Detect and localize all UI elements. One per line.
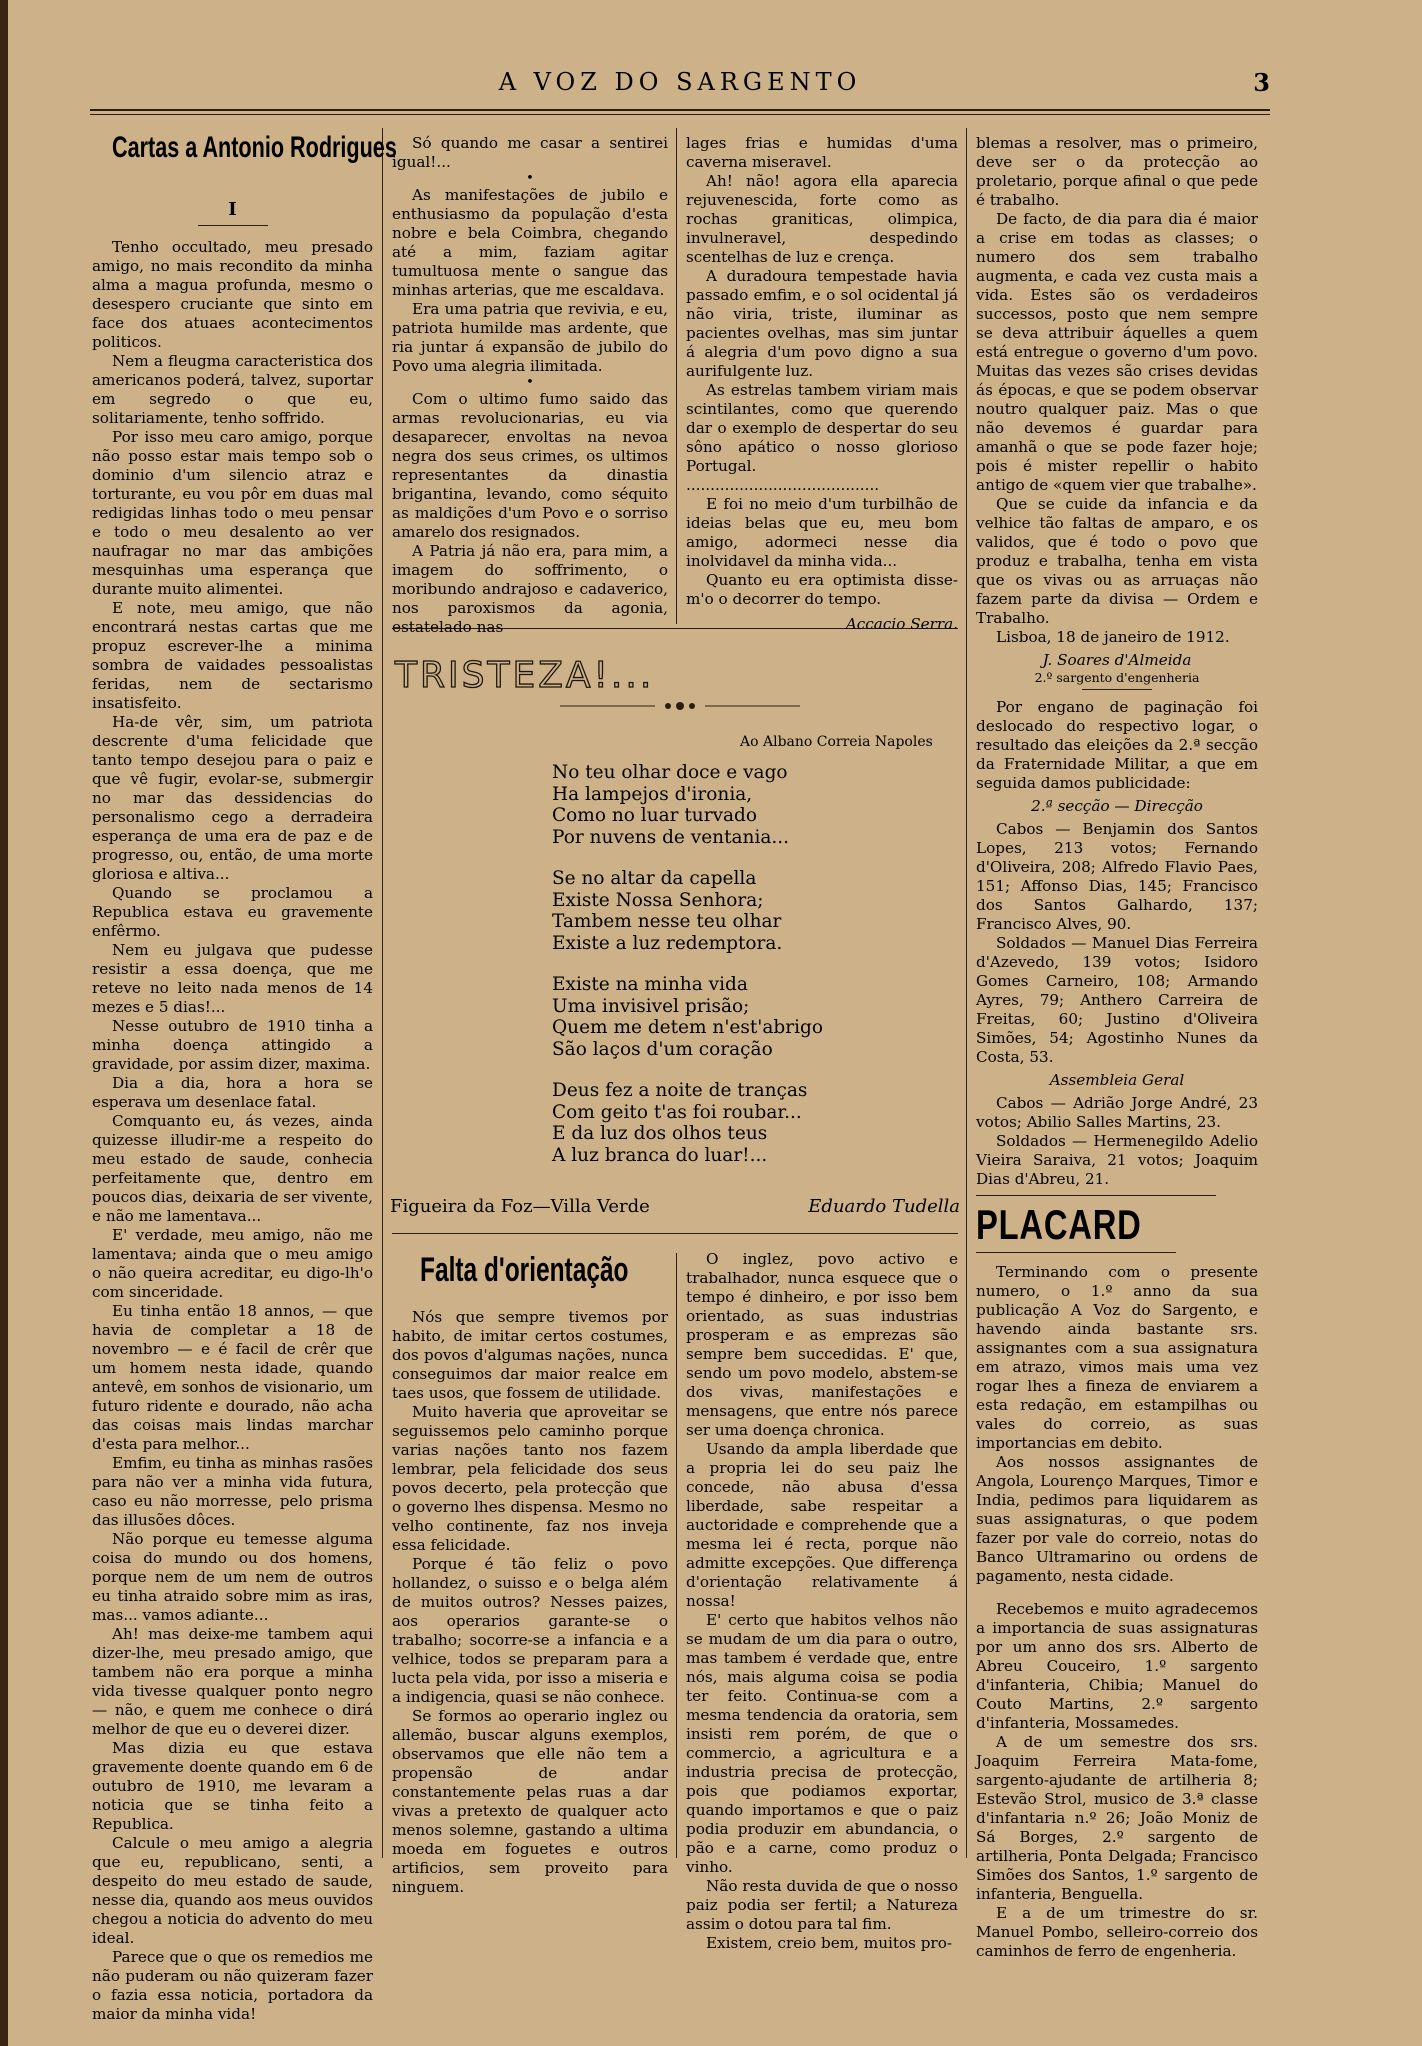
paragraph: Existem, creio bem, muitos pro- bbox=[706, 1934, 952, 1952]
placard-body bbox=[976, 1263, 1258, 1961]
paragraph: Porque é tão feliz o povo hollandez, o suisso e o belga além de muitos outros? Nesses paizes, aos operarios garante-se o trabalho; socorre-se a infancia e a velhice, todos se preparam para a lucta pela vida, por isso a miseria e a indigencia, quasi se não conhece. bbox=[392, 1555, 668, 1706]
poem-line: Tambem nesse teu olhar bbox=[552, 911, 782, 932]
cartas-column bbox=[92, 130, 397, 2023]
poem-line: Por nuvens de ventania... bbox=[552, 826, 790, 848]
poem-line: Quem me detem n'est'abrigo bbox=[552, 1017, 823, 1038]
poem-line: Se no altar da capella bbox=[552, 868, 757, 889]
column-divider bbox=[676, 1253, 677, 1858]
paragraph: E foi no meio d'um turbilhão de ideias belas que eu, meu bom amigo, adormeci nesse dia inolvidavel da minha vida... bbox=[686, 495, 958, 570]
right-column bbox=[976, 134, 1258, 1960]
section-rule bbox=[976, 1252, 1176, 1253]
paragraph: Ha-de vêr, sim, um patriota descrente d'uma felicidade que tanto tempo desejou para o paiz e que vê fugir, evolar-se, submergir no mar das dessidencias do personalismo cego a derradeira esperança de uma era de paz e de progresso, ou, então, de uma morte gloriosa e altiva... bbox=[92, 713, 373, 883]
falta-column-b bbox=[686, 1250, 958, 1952]
poem-line: No teu olhar doce e vago bbox=[552, 762, 788, 783]
paragraph: Eu tinha então 18 annos, — que havia de completar a 18 de novembro — e é facil de crêr que um homem nesta idade, quando antevê, em sonhos de visionario, um futuro ridente e dourado, não acha das coisas mais lindas marchar d'esta para melhor... bbox=[92, 1302, 373, 1453]
paragraph: E' certo que habitos velhos não se mudam de um dia para o outro, mas tambem é verdade que, entre nós, mais alguma coisa se podia ter feito. Continua-se com a mesma tendencia da oratoria, sem insisti rem porém, de que o commercio, a agricultura e a industria precisa de protecção, pois que podiamos exportar, quando importamos e que o paiz podia produzir em abundancia, o pão e a carne, como produz o vinho. bbox=[686, 1611, 958, 1876]
page-header bbox=[90, 66, 1270, 106]
article-body bbox=[92, 238, 373, 2024]
paragraph: Que se cuide da infancia e da velhice tão faltas de amparo, e os validos, que é todo o povo que produz e trabalha, tenha em vista que os vivas ou as arruaças não fazem parte da divisa — Ordem e Trabalho. bbox=[976, 495, 1258, 627]
article-body bbox=[976, 134, 1258, 647]
paragraph: A de um semestre dos srs. Joaquim Ferreira Mata-fome, sargento-ajudante de artilheria 8; Estevão Strol, musico de 3.ª classe d'infantaria n.º 26; João Moniz de Sá Borges, 2.º sargento de artilheria, Ponta Delgada; Francisco Simões dos Santos, 1.º sargento de infanteria, Benguella. bbox=[976, 1733, 1258, 1903]
fraternidade-heading: 2.ª secção — Direcção bbox=[1031, 797, 1203, 815]
poem-title: TRISTEZA!... bbox=[395, 655, 655, 696]
poem-line: Uma invisivel prisão; bbox=[552, 995, 750, 1017]
paragraph: Dia a dia, hora a hora se esperava um desenlace fatal. bbox=[92, 1074, 373, 1111]
article-title: Falta d'orientação bbox=[420, 1251, 629, 1289]
masthead: A VOZ DO SARGENTO bbox=[498, 68, 862, 96]
paragraph: Não porque eu temesse alguma coisa do mundo ou dos homens, porque nem de um nem de outros eu tinha atraido sobre mim as iras, mas... vamos adiante... bbox=[92, 1530, 373, 1624]
paragraph: Nem a fleugma caracteristica dos americanos poderá, talvez, suportar em segredo o que eu, solitariamente, tenho soffrido. bbox=[92, 352, 373, 427]
article-body bbox=[686, 1250, 958, 1953]
cartas-continued-column bbox=[686, 134, 958, 633]
paragraph: Lisboa, 18 de janeiro de 1912. bbox=[996, 628, 1230, 646]
paragraph: Tenho occultado, meu presado amigo, no mais recondito da minha alma a magua profunda, mesmo o desespero cruciante que sinto em face dos atuaes acontecimentos politicos. bbox=[92, 238, 373, 351]
paragraph: lages frias e humidas d'uma caverna miseravel. bbox=[686, 134, 958, 171]
paragraph: De facto, de dia para dia é maior a crise em todas as classes; o numero dos sem trabalho augmenta, e cada vez custa mais a vida. Estes são os verdadeiros successos, posto que nem sempre se deva attribuir áquelles a quem está entregue o governo d'um povo. Muitas das vezes são crises devidas ás épocas, e que se podem observar noutro qualquer paiz. Mas o que não devemos é guardar para amanhã o que se pode fazer hoje; pois é mister repellir o habito antigo de «quem vier que trabalhe». bbox=[976, 210, 1258, 494]
article-author-role: 2.º sargento d'engenheria bbox=[1034, 670, 1200, 685]
paragraph: Com o ultimo fumo saido das armas revolucionarias, eu via desaparecer, envoltas na nevoa negra dos seus crimes, os ultimos representantes da dinastia brigantina, levando, como séquito as maldições d'um Povo e o sorriso amarelo dos resignados. bbox=[392, 390, 668, 541]
paragraph: O inglez, povo activo e trabalhador, nunca esquece que o tempo é dinheiro, e por isso bem orientado, as suas industrias prosperam e as emprezas são sempre bem succedidas. E' que, sendo um povo modelo, abstem-se dos vivas, manifestações e mensagens, que entre nós parece ser uma doença chronica. bbox=[686, 1250, 958, 1439]
article-signature: Accacio Serra. bbox=[845, 615, 958, 633]
section-rule bbox=[392, 1233, 958, 1234]
poem-line: São laços d'um coração bbox=[552, 1038, 773, 1060]
paragraph: Por isso meu caro amigo, porque não posso estar mais tempo sob o dominio d'um silencio atraz e torturante, eu vou pôr em duas mal redigidas linhas todo o meu pensar e todo o meu desalento ao ver naufragar no mar das ambições mesquinhas uma esperança que durante muito alimentei. bbox=[92, 428, 373, 598]
article-body bbox=[392, 134, 668, 637]
paragraph: A duradoura tempestade havia passado emfim, e o sol ocidental já não viria, triste, iluminar as pacientes ovelhas, mas sim juntar á alegria d'um povo digno a sua aurifulgente luz. bbox=[686, 267, 958, 380]
fraternidade-results bbox=[976, 820, 1258, 1067]
paragraph: Quando se proclamou a Republica estava eu gravemente enfêrmo. bbox=[92, 884, 373, 940]
paragraph: Comquanto eu, ás vezes, ainda quizesse illudir-me a respeito do meu estado de saude, conhecia perfeitamente que, dentro em poucos dias, deixaria de ser vivente, e não me lamentava... bbox=[92, 1112, 373, 1225]
poem-body bbox=[552, 762, 952, 1186]
assembleia-heading: Assembleia Geral bbox=[1049, 1071, 1185, 1089]
paragraph: Nem eu julgava que pudesse resistir a essa doença, que me reteve no leito nada menos de 14 mezes e 5 dias!... bbox=[92, 941, 373, 1016]
paragraph: Recebemos e muito agradecemos a importancia de suas assignaturas por um anno dos srs. Alberto de Abreu Couceiro, 1.º sargento d'infanteria, Chibia; Manuel do Couto Martins, 2.º sargento d'infanteria, Mossamedes. bbox=[976, 1600, 1258, 1732]
section-numeral: I bbox=[228, 199, 237, 220]
article-body bbox=[392, 1308, 668, 1897]
paragraph: Muito haveria que aproveitar se seguissemos pelo caminho porque varias nações tanto nos fazem lembrar, pela felicidade dos seus povos decerto, pela protecção que o governo lhes dispensa. Mesmo no velho continente, faz nos inveja essa felicidade. bbox=[392, 1403, 668, 1554]
falta-column-a bbox=[392, 1248, 668, 1896]
poem-line: Com geito t'as foi roubar... bbox=[552, 1101, 802, 1123]
poem-line: Existe na minha vida bbox=[552, 974, 748, 995]
separator-mark: • bbox=[526, 171, 534, 186]
paragraph: Nesse outubro de 1910 tinha a minha doença attingido a gravidade, por assim dizer, maxima. bbox=[92, 1017, 373, 1073]
poem-line: Ha lampejos d'ironia, bbox=[552, 783, 753, 805]
paragraph: Parece que o que os remedios me não puderam ou não quizeram fazer o fazia essa noticia, portadora da maior da minha vida! bbox=[92, 1948, 373, 2023]
poem-line: Deus fez a noite de tranças bbox=[552, 1080, 808, 1101]
placard-title: PLACARD bbox=[976, 1201, 1142, 1248]
poem-line: Existe a luz redemptora. bbox=[552, 932, 783, 954]
paragraph: Se formos ao operario inglez ou allemão, buscar alguns exemplos, observamos que elle não tem a propensão de andar constantemente pelas ruas a dar vivas a pretexto de qualquer acto menos solemne, gastando a ultima moeda em foguetes e outros artificios, sem proveito para ninguem. bbox=[392, 1707, 668, 1896]
poem-footer bbox=[390, 1196, 960, 1217]
poem-line: A luz branca do luar!... bbox=[552, 1144, 768, 1166]
poem-line: Existe Nossa Senhora; bbox=[552, 889, 764, 911]
paragraph: Soldados — Hermenegildo Adelio Vieira Saraiva, 21 votos; Joaquim Dias d'Abreu, 21. bbox=[976, 1132, 1258, 1188]
column-divider bbox=[382, 128, 383, 1858]
article-title: Cartas a Antonio Rodrigues bbox=[112, 131, 397, 164]
paragraph: Emfim, eu tinha as minhas rasões para não ver a minha vida futura, caso eu não morresse, pelo prisma das illusões dôces. bbox=[92, 1454, 373, 1529]
cartas-continued-column bbox=[392, 134, 668, 636]
paragraph: Terminando com o presente numero, o 1.º anno da sua publicação A Voz do Sargento, e havendo ainda bastante srs. assignantes com a sua assignatura em atrazo, vimos mais uma vez rogar lhes a fineza de enviarem a esta redação, em estampilhas ou vales do correio, as suas importancias em debito. bbox=[976, 1263, 1258, 1452]
paragraph: Cabos — Benjamin dos Santos Lopes, 213 votos; Fernando d'Oliveira, 208; Alfredo Flavio Paes, 151; Affonso Dias, 145; Francisco dos Santos Galhardo, 137; Francisco Alves, 90. bbox=[976, 820, 1258, 933]
paragraph: Quanto eu era optimista disse-m'o o decorrer do tempo. bbox=[686, 571, 958, 608]
poem-line: Como no luar turvado bbox=[552, 805, 758, 826]
poem-line: E da luz dos olhos teus bbox=[552, 1123, 768, 1144]
paragraph: Era uma patria que revivia, e eu, patriota humilde mas ardente, que ria juntar á expansão de jubilo do Povo uma alegria ilimitada. bbox=[392, 300, 668, 375]
paragraph: As estrelas tambem viriam mais scintilantes, como que querendo dar o exemplo de despertar do seu sôno apático o nosso glorioso Portugal. bbox=[686, 381, 958, 475]
ornament-divider bbox=[560, 699, 800, 713]
poem-stanza bbox=[552, 868, 952, 954]
section-rule bbox=[976, 1195, 1216, 1196]
section-rule bbox=[1082, 689, 1152, 690]
page-number: 3 bbox=[1253, 68, 1270, 97]
paragraph: Usando da ampla liberdade que a propria lei do seu paiz lhe concede, não abusa d'essa liberdade, sabe respeitar a auctoridade e comprehende que a mesma lei é recta, porque não admitte excepções. Que differença d'orientação relativamente á nossa! bbox=[686, 1440, 958, 1610]
paragraph: blemas a resolver, mas o primeiro, deve ser o da protecção ao proletario, porque afinal o que pede é trabalho. bbox=[976, 134, 1258, 209]
article-author: J. Soares d'Almeida bbox=[1042, 651, 1192, 669]
paragraph: Ah! não! agora ella aparecia rejuvenescida, forte como as rochas graniticas, olimpica, invulneravel, despedindo scentelhas de luz e crença. bbox=[686, 172, 958, 266]
paragraph: E a de um trimestre do sr. Manuel Pombo, selleiro-correio dos caminhos de ferro de engenheria. bbox=[976, 1904, 1258, 1960]
paragraph: ........................................ bbox=[686, 476, 880, 494]
poem-stanza bbox=[552, 762, 952, 848]
paragraph: A Patria já não era, para mim, a imagem do soffrimento, o moribundo andrajoso e cadaverico, nos paroxismos da agonia, estatelado nas bbox=[392, 542, 668, 636]
article-body bbox=[686, 134, 958, 609]
assembleia-results bbox=[976, 1094, 1258, 1189]
paragraph: Calcule o meu amigo a alegria que eu, republicano, senti, a despeito do meu estado de saude, nesse dia, quando aos meus ouvidos chegou a noticia do advento do meu ideal. bbox=[92, 1834, 373, 1947]
fraternidade-intro: Por engano de paginação foi deslocado do respectivo logar, o resultado das eleições da 2.ª secção da Fraternidade Militar, a que em seguida damos publicidade: bbox=[976, 698, 1258, 792]
paragraph: Nós que sempre tivemos por habito, de imitar certos costumes, dos povos d'algumas nações, nunca conseguimos dar maior realce em taes usos, que fossem de utilidade. bbox=[392, 1308, 668, 1402]
poem-dedication: Ao Albano Correia Napoles bbox=[740, 734, 933, 750]
paragraph: Aos nossos assignantes de Angola, Lourenço Marques, Timor e India, pedimos para liquidarem as suas assignaturas, o que podem fazer por vale do correio, notas do Banco Ultramarino ou ordens de pagamento, nesta cidade. bbox=[976, 1453, 1258, 1585]
paragraph: Soldados — Manuel Dias Ferreira d'Azevedo, 139 votos; Isidoro Gomes Carneiro, 108; Armando Ayres, 79; Anthero Carreira de Freitas, 60; Justino d'Oliveira Simões, 54; Agostinho Nunes da Costa, 53. bbox=[976, 934, 1258, 1066]
header-rule-top bbox=[90, 109, 1270, 111]
header-rule-bottom bbox=[90, 114, 1270, 115]
paragraph: Não resta duvida de que o nosso paiz podia ser fertil; a Natureza assim o dotou para tal fim. bbox=[686, 1877, 958, 1933]
poem-stanza bbox=[552, 974, 952, 1060]
section-rule bbox=[198, 225, 268, 226]
paragraph: Mas dizia eu que estava gravemente doente quando em 6 de outubro de 1910, me levaram a noticia que se tinha feito a Republica. bbox=[92, 1739, 373, 1833]
paragraph: E note, meu amigo, que não encontrará nestas cartas que me propuz escrever-lhe a minima sombra de vaidades pessoalistas feridas, nem de sectarismo insatisfeito. bbox=[92, 599, 373, 712]
poem-author: Eduardo Tudella bbox=[808, 1196, 960, 1217]
paragraph: Cabos — Adrião Jorge André, 23 votos; Abilio Salles Martins, 23. bbox=[976, 1094, 1258, 1131]
paragraph: E' verdade, meu amigo, não me lamentava; ainda que o meu amigo o não queira acreditar, eu digo-lh'o com sinceridade. bbox=[92, 1226, 373, 1301]
separator-mark: • bbox=[526, 375, 534, 390]
poem-place: Figueira da Foz—Villa Verde bbox=[390, 1196, 650, 1217]
paragraph: As manifestações de jubilo e enthusiasmo da população d'esta nobre e bela Coimbra, chegando até a mim, faziam agitar tumultuosa mente o sangue das minhas arterias, que me escaldava. bbox=[392, 186, 668, 299]
poem-stanza bbox=[552, 1080, 952, 1166]
column-divider bbox=[676, 128, 677, 624]
column-divider bbox=[966, 128, 967, 1858]
paragraph: Só quando me casar a sentirei igual!... bbox=[392, 134, 668, 171]
paragraph: Ah! mas deixe-me tambem aqui dizer-lhe, meu presado amigo, que tambem não era porque a minha vida tivesse qualquer ponto negro — não, e quem me conhece o dirá melhor de que eu o deverei dizer. bbox=[92, 1625, 373, 1738]
